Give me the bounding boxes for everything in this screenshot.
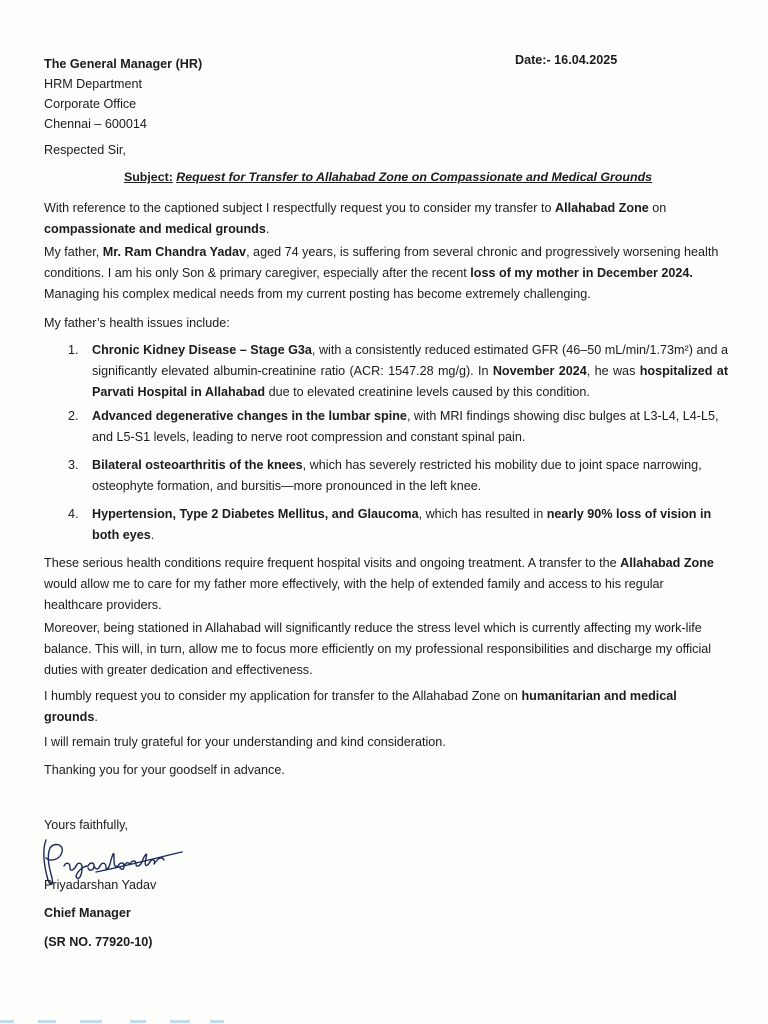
item1-bold-c: November 2024 xyxy=(492,364,587,378)
sender-name: Priyadarshan Yadav xyxy=(44,878,157,892)
para1-bold-zone: Allahabad Zone xyxy=(555,201,649,215)
list-item-number: 1. xyxy=(68,343,79,357)
paragraph-5 xyxy=(44,686,724,728)
item4-bold-a: Hypertension, Type 2 Diabetes Mellitus, and Glaucoma xyxy=(92,507,419,521)
item2-text-b: , with MRI findings showing disc bulges at L3-L4, L4-L5, and L5-S1 levels, leading to nerve root compression and constant spinal pain. xyxy=(92,409,719,444)
para5-text-c: . xyxy=(94,710,98,724)
list-item xyxy=(68,455,728,497)
letter-date: Date:- 16.04.2025 xyxy=(515,53,618,67)
para2-text-a: My father, xyxy=(44,245,103,259)
paragraph-2 xyxy=(44,242,724,305)
subject-line xyxy=(44,170,732,184)
item4-text-d: . xyxy=(150,528,155,542)
list-item-number: 3. xyxy=(68,458,79,472)
paragraph-7: Thanking you for your goodself in advance. xyxy=(44,763,285,777)
list-item-number: 2. xyxy=(68,409,79,423)
para2-text-c: , aged 74 years, is suffering from several chronic and progressively worsening health conditions. I am his only Son & primary caregiver, especially after the recent xyxy=(44,245,719,280)
recipient-line-2: HRM Department xyxy=(44,77,142,91)
sender-reference: (SR NO. 77920-10) xyxy=(44,935,153,949)
recipient-line-3: Corporate Office xyxy=(44,97,137,111)
item1-text-d: , he was xyxy=(586,364,640,378)
salutation: Respected Sir, xyxy=(44,143,126,157)
item4-text-b: , which has resulted in xyxy=(418,507,547,521)
item4-bold-c: nearly 90% loss of vision in both eyes xyxy=(92,507,712,542)
item2-bold-a: Advanced degenerative changes in the lumbar spine xyxy=(92,409,407,423)
list-item xyxy=(68,340,728,403)
paragraph-3 xyxy=(44,553,724,616)
para1-text-a: With reference to the captioned subject I respectfully request you to consider my transfer to xyxy=(44,201,555,215)
list-item-number: 4. xyxy=(68,507,79,521)
paragraph-4: Moreover, being stationed in Allahabad will significantly reduce the stress level which is currently affecting my work-life balance. This will, in turn, allow me to focus more efficiently on my professional responsibilities and discharge my official duties with greater dedication and effectiveness. xyxy=(44,621,712,677)
subject-label: Subject: xyxy=(123,170,173,184)
para5-text-a: I humbly request you to consider my application for transfer to the Allahabad Zone on xyxy=(44,689,522,703)
recipient-line-4: Chennai – 600014 xyxy=(44,117,147,131)
item3-text-b: , which has severely restricted his mobility due to joint space narrowing, osteophyte formation, and bursitis—more pronounced in the left knee. xyxy=(92,458,702,493)
para1-text-c: on xyxy=(648,201,667,215)
item1-text-f: due to elevated creatinine levels caused by this condition. xyxy=(265,385,590,399)
list-item xyxy=(68,504,728,546)
para1-bold-grounds: compassionate and medical grounds xyxy=(44,222,266,236)
para2-text-e: Managing his complex medical needs from my current posting has become extremely challenging. xyxy=(44,287,591,301)
para2-father-name: Mr. Ram Chandra Yadav xyxy=(102,245,247,259)
item1-bold-a: Chronic Kidney Disease – Stage G3a xyxy=(92,343,312,357)
item1-bold-e: hospitalized at Parvati Hospital in Allahabad xyxy=(92,364,729,399)
item1-text-b: , with a consistently reduced estimated GFR (46–50 mL/min/1.73m²) and a significantly elevated albumin-creatinine ratio (ACR: 1547.28 mg/g). In xyxy=(92,343,728,378)
para3-text-a: These serious health conditions require frequent hospital visits and ongoing treatment. A transfer to the xyxy=(44,556,621,570)
closing-phrase: Yours faithfully, xyxy=(44,818,129,832)
item3-bold-a: Bilateral osteoarthritis of the knees xyxy=(92,458,303,472)
scan-edge-mark xyxy=(0,1014,240,1024)
paragraph-1 xyxy=(44,198,724,240)
list-item xyxy=(68,406,728,448)
para5-bold-grounds: humanitarian and medical grounds xyxy=(44,689,677,724)
sender-title: Chief Manager xyxy=(44,906,131,920)
para2-bold-loss: loss of my mother in December 2024. xyxy=(470,266,693,280)
para1-text-e: . xyxy=(265,222,270,236)
para3-bold-zone: Allahabad Zone xyxy=(620,556,714,570)
paragraph-6: I will remain truly grateful for your understanding and kind consideration. xyxy=(44,735,446,749)
list-intro: My father’s health issues include: xyxy=(44,316,230,330)
recipient-line-1: The General Manager (HR) xyxy=(44,57,203,71)
para3-text-c: would allow me to care for my father more effectively, with the help of extended family and access to his regular healthcare providers. xyxy=(44,577,664,612)
recipient-address xyxy=(44,54,202,134)
subject-text: Request for Transfer to Allahabad Zone on Compassionate and Medical Grounds xyxy=(176,170,653,184)
